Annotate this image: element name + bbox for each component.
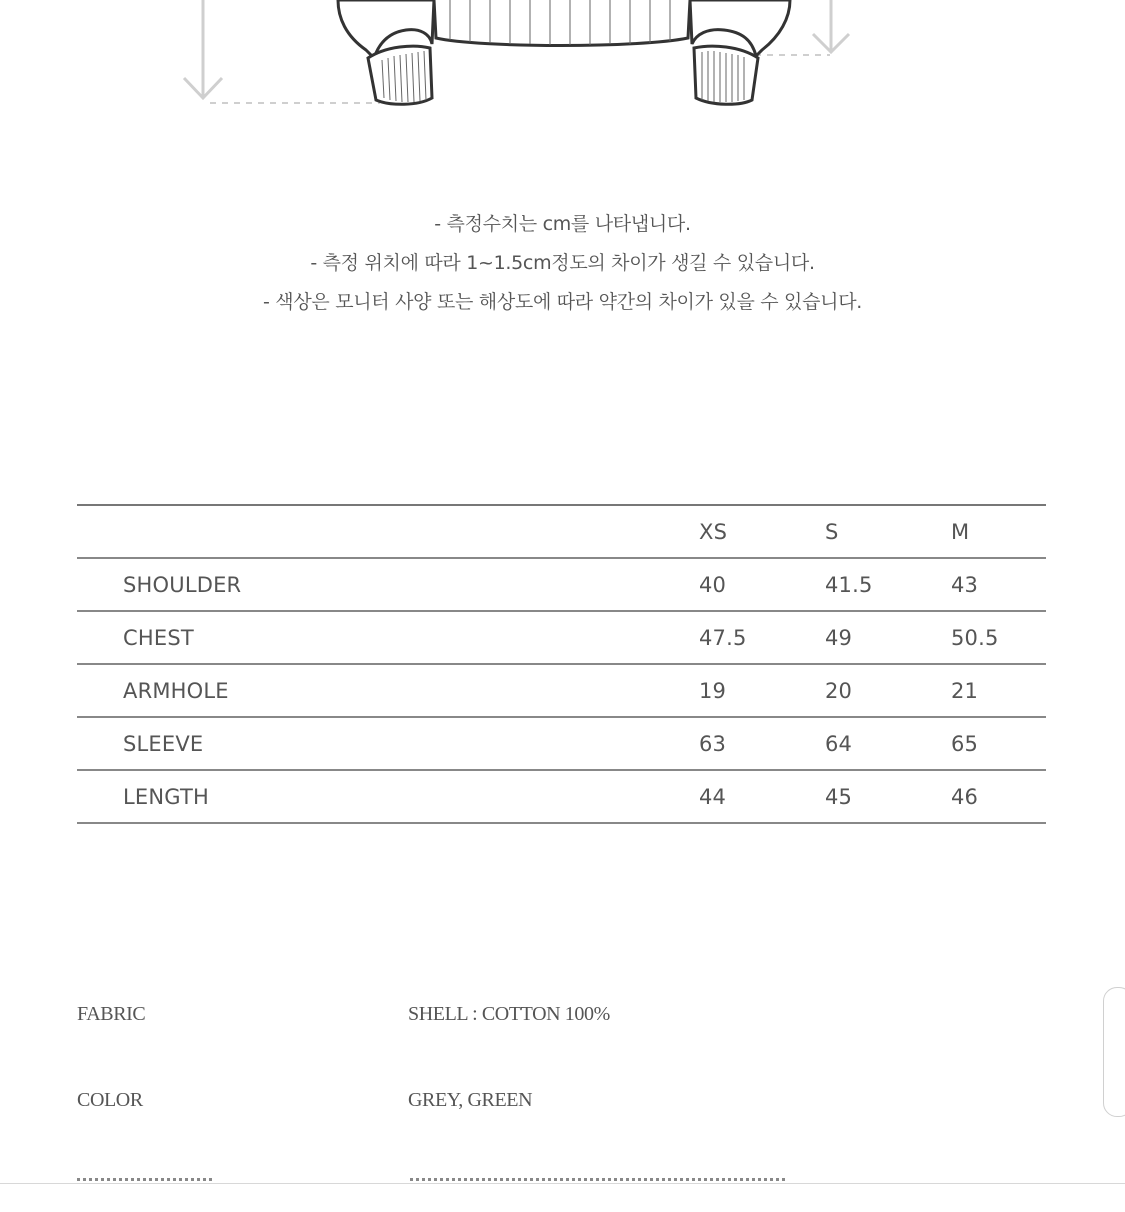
- table-cell: 63: [699, 717, 825, 770]
- table-cell: 49: [825, 611, 951, 664]
- header-size-s: S: [825, 505, 951, 558]
- color-label: COLOR: [77, 1089, 143, 1111]
- fabric-value: SHELL : COTTON 100%: [408, 1003, 610, 1025]
- measurement-notes: [0, 205, 1125, 322]
- table-cell: 65: [951, 717, 1046, 770]
- table-cell: 50.5: [951, 611, 1046, 664]
- note-line: - 측정수치는 cm를 나타냅니다.: [434, 213, 691, 235]
- table-cell: 44: [699, 770, 825, 823]
- table-row: [77, 770, 1046, 823]
- right-measurement-arrow-icon: [813, 0, 849, 52]
- table-cell: 40: [699, 558, 825, 611]
- table-row: [77, 717, 1046, 770]
- row-label-chest: CHEST: [77, 611, 699, 664]
- row-label-sleeve: SLEEVE: [77, 717, 699, 770]
- garment-measurement-illustration: [0, 0, 1125, 120]
- side-scroll-handle[interactable]: [1103, 987, 1125, 1117]
- table-cell: 41.5: [825, 558, 951, 611]
- note-line: - 색상은 모니터 사양 또는 해상도에 따라 약간의 차이가 있을 수 있습니다.: [263, 291, 862, 313]
- left-measurement-arrow-icon: [184, 0, 222, 98]
- table-cell: 46: [951, 770, 1046, 823]
- note-line: - 측정 위치에 따라 1~1.5cm정도의 차이가 생길 수 있습니다.: [310, 252, 815, 274]
- table-cell: 20: [825, 664, 951, 717]
- table-cell: 45: [825, 770, 951, 823]
- row-label-armhole: ARMHOLE: [77, 664, 699, 717]
- table-cell: 21: [951, 664, 1046, 717]
- table-cell: 64: [825, 717, 951, 770]
- row-label-shoulder: SHOULDER: [77, 558, 699, 611]
- table-row: [77, 611, 1046, 664]
- color-value: GREY, GREEN: [408, 1089, 533, 1111]
- row-label-length: LENGTH: [77, 770, 699, 823]
- table-cell: 19: [699, 664, 825, 717]
- header-size-xs: XS: [699, 505, 825, 558]
- sweater-outline: [338, 0, 790, 104]
- table-header-row: [77, 505, 1046, 558]
- fabric-label: FABRIC: [77, 1003, 146, 1025]
- table-row: [77, 558, 1046, 611]
- size-chart-table: [77, 504, 1046, 824]
- table-row: [77, 664, 1046, 717]
- table-cell: 43: [951, 558, 1046, 611]
- bottom-divider: [0, 1183, 1125, 1184]
- table-cell: 47.5: [699, 611, 825, 664]
- header-empty-cell: [77, 505, 699, 558]
- header-size-m: M: [951, 505, 1046, 558]
